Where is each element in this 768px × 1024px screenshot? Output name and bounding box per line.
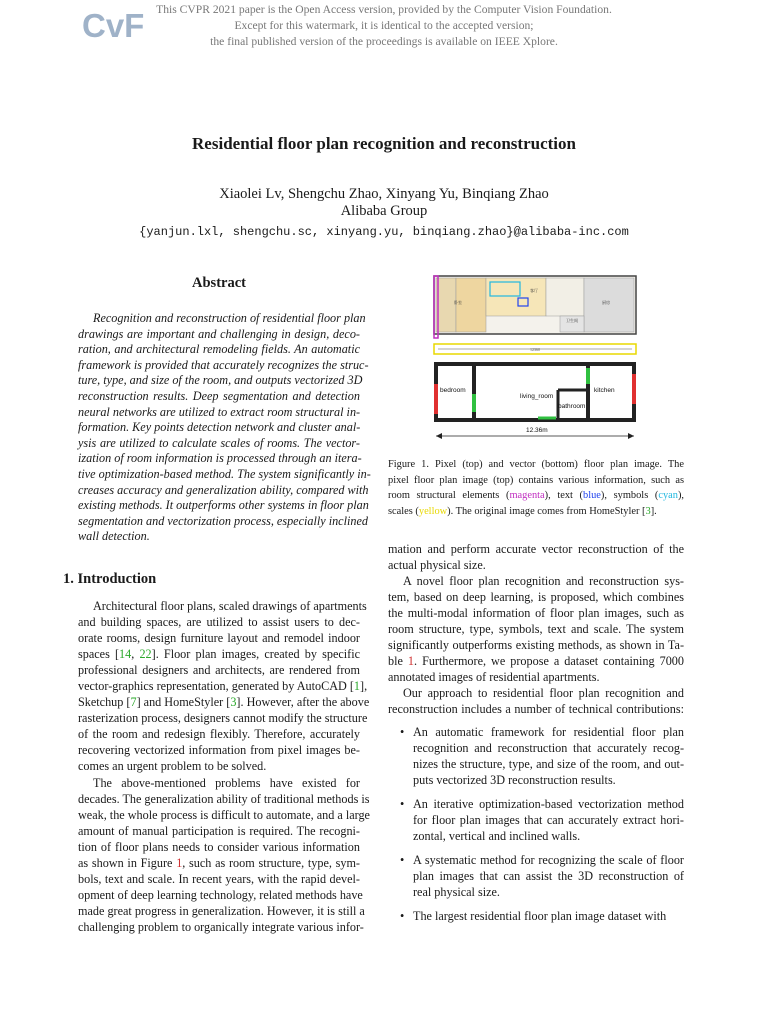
abstract-line: reconstruction results. Deep segmentation and detection: [78, 389, 360, 403]
intro-line: tion of floor plans needs to consider various information: [78, 840, 360, 854]
bullet-marker: •: [400, 909, 405, 923]
abstract-line: tive optimization-based method. The system significantly in-: [78, 467, 371, 481]
body-line: actual physical size.: [388, 558, 486, 572]
intro-line: orate rooms, design furniture layout and remodel indoor: [78, 631, 360, 645]
intro-line: vector-graphics representation, generated by AutoCAD [1],: [78, 679, 368, 693]
table-ref-link[interactable]: 1: [407, 654, 414, 668]
abstract-line: segmentation and vectorization process, especially inclined: [78, 513, 368, 528]
abstract-line: ration, and architectural remodeling fields. An automatic: [78, 342, 360, 357]
pixel-dimension: 12360: [530, 347, 540, 352]
bullet-line: puts vectorized 3D reconstruction results.: [413, 773, 616, 787]
caption-line: pixel floor plan image (top) contains various information, such as: [388, 474, 684, 486]
intro-line: recovering vectorized information from pixel images be-: [78, 743, 360, 757]
body-line: tem, based on deep learning, is proposed, which combines: [388, 590, 684, 604]
abstract-line: framework is provided that accurately recognizes the struc-: [78, 357, 369, 372]
body-line: mation and perform accurate vector reconstruction of the: [388, 542, 684, 556]
author-list: Xiaolei Lv, Shengchu Zhao, Xinyang Yu, Binqiang Zhao: [219, 186, 549, 202]
intro-line: professional designers and architects, are rendered from: [78, 663, 360, 677]
abstract-line: neural networks are utilized to extract room structural in-: [78, 404, 361, 419]
watermark-line-2: Except for this watermark, it is identical to the accepted version;: [234, 19, 534, 32]
watermark-line-1: This CVPR 2021 paper is the Open Access version, provided by the Computer Vision Foundation.: [156, 3, 612, 16]
caption-line: room structural elements (magenta), text (blue), symbols (cyan),: [388, 490, 685, 501]
intro-line: decades. The generalization ability of traditional methods is: [78, 792, 370, 806]
intro-line: as shown in Figure 1, such as room structure, type, sym-: [78, 856, 360, 870]
room-label-bathroom: bathroom: [558, 403, 586, 410]
body-line: room structure, type, symbols, text and scale. The system: [388, 622, 684, 636]
caption-line: scales (yellow). The original image comes from HomeStyler [3].: [388, 505, 657, 517]
citation-link[interactable]: 14: [119, 647, 132, 661]
abstract-line: ysis are utilized to calculate scales of rooms. The vector-: [78, 435, 360, 450]
intro-line: Sketchup [7] and HomeStyler [3]. However, after the above: [78, 695, 370, 709]
bullet-line: recognition and reconstruction that accurately recog-: [413, 741, 684, 755]
bullet-line: The largest residential floor plan image dataset with: [413, 909, 667, 923]
paper-title: Residential floor plan recognition and reconstruction: [192, 134, 576, 153]
body-line: Our approach to residential floor plan recognition and: [403, 686, 684, 700]
abstract-line: ture, type, and size of the room, and outputs vectorized 3D: [78, 373, 363, 388]
abstract-line: ization of room information is processed through an itera-: [78, 451, 362, 466]
cn-room-label: 厨房: [602, 300, 610, 305]
abstract-line: drawings are important and challenging in design, deco-: [78, 326, 360, 341]
body-line: annotated images of residential apartments.: [388, 670, 600, 684]
room-label-kitchen: kitchen: [594, 387, 615, 394]
caption-line: Figure 1. Pixel (top) and vector (bottom) floor plan image. The: [388, 459, 684, 470]
body-line: significantly outperforms existing methods, as shown in Ta-: [388, 638, 684, 652]
abstract-line: Recognition and reconstruction of residential floor plan: [93, 311, 366, 325]
figure-ref-link[interactable]: 1: [176, 856, 183, 870]
bullet-line: for floor plan images that can accurately extract hori-: [413, 813, 684, 827]
intro-line: spaces [14, 22]. Floor plan images, created by specific: [78, 647, 360, 661]
intro-line: comes an urgent problem to be solved.: [78, 759, 267, 773]
bullet-line: An iterative optimization-based vectorization method: [413, 797, 684, 811]
citation-link[interactable]: 7: [130, 695, 137, 709]
abstract-line: formation. Key points detection network and cluster anal-: [78, 420, 361, 435]
intro-line: Architectural floor plans, scaled drawings of apartments: [93, 599, 367, 613]
abstract-heading: Abstract: [192, 275, 246, 291]
bullet-line: real physical size.: [413, 885, 500, 899]
intro-line: made great progress in generalization. However, it is still a: [78, 904, 365, 918]
intro-line: bols, text and scale. In recent years, with the rapid devel-: [78, 872, 360, 886]
figure-1-caption: [388, 457, 684, 519]
cn-room-label: 卫生间: [566, 318, 578, 323]
intro-line: opment of deep learning technology, related methods have: [78, 888, 363, 902]
bullet-marker: •: [400, 853, 405, 867]
figure-1: [430, 272, 640, 444]
intro-line: The above-mentioned problems have existed for: [93, 776, 360, 790]
watermark-line-3: the final published version of the proceedings is available on IEEE Xplore.: [210, 35, 558, 48]
floor-plan-figure: [430, 272, 640, 444]
author-emails: {yanjun.lxl, shengchu.sc, xinyang.yu, binqiang.zhao}@alibaba-inc.com: [139, 225, 629, 239]
cn-room-label: 客厅: [530, 288, 538, 293]
intro-line: weak, the whole process is difficult to automate, and a large: [78, 808, 370, 822]
intro-line: rasterization process, designers cannot modify the structure: [78, 711, 368, 725]
bullet-line: A systematic method for recognizing the scale of floor: [413, 853, 684, 867]
abstract-line: existing methods. It outperforms other systems in floor plan: [78, 498, 369, 513]
bullet-line: nizes the structure, type, and size of the room, and out-: [413, 757, 684, 771]
body-line: A novel floor plan recognition and reconstruction sys-: [403, 574, 684, 588]
bullet-line: plan images that can assist the 3D reconstruction of: [413, 869, 684, 883]
room-label-living-room: living_room: [520, 393, 554, 400]
affiliation: Alibaba Group: [340, 203, 428, 219]
cvf-logo-text: CvF: [82, 7, 145, 44]
bullet-marker: •: [400, 725, 405, 739]
citation-link[interactable]: 3: [645, 505, 651, 517]
intro-line: challenging problem to organically integrate various infor-: [78, 920, 364, 934]
intro-line: of the room and redesign flexibly. Therefore, accurately: [78, 727, 360, 741]
body-line: ble 1. Furthermore, we propose a dataset containing 7000: [388, 654, 684, 668]
intro-line: and building spaces, are utilized to assist users to dec-: [78, 615, 360, 629]
intro-heading: 1. Introduction: [63, 571, 157, 587]
cn-room-label: 卧室: [454, 300, 462, 305]
body-line: the multi-modal information of floor plan images, such as: [388, 606, 684, 620]
bullet-line: zontal, vertical and inclined walls.: [413, 829, 581, 843]
dimension-label: 12.36m: [526, 427, 548, 434]
body-line: reconstruction includes a number of technical contributions:: [388, 702, 684, 716]
room-label-bedroom: bedroom: [440, 387, 466, 394]
abstract-line: wall detection.: [78, 529, 150, 544]
bullet-line: An automatic framework for residential floor plan: [413, 725, 684, 739]
bullet-marker: •: [400, 797, 405, 811]
intro-line: amount of manual participation is required. The recogni-: [78, 824, 360, 838]
citation-link[interactable]: 1: [353, 679, 361, 693]
citation-link[interactable]: 3: [230, 695, 237, 709]
citation-link[interactable]: 22: [139, 647, 152, 661]
abstract-line: creases accuracy and generalization ability, compared with: [78, 482, 369, 497]
